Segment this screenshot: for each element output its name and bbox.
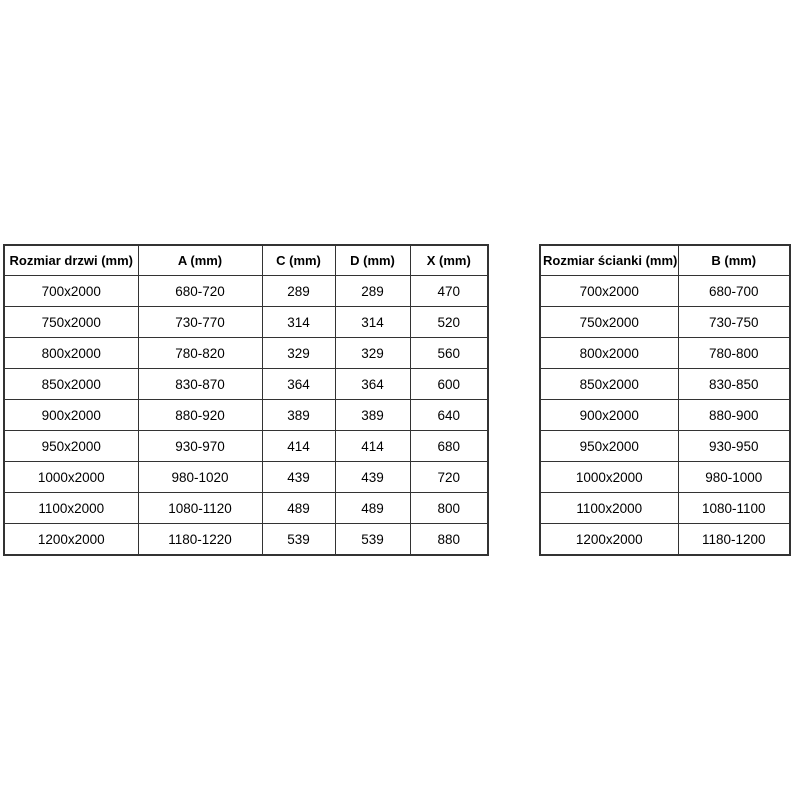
table-cell: 329 xyxy=(335,338,410,369)
table-cell: 314 xyxy=(262,307,335,338)
table-cell: 470 xyxy=(410,276,488,307)
table-row xyxy=(540,307,790,338)
door-table-header-row xyxy=(4,245,488,276)
table-cell: 750x2000 xyxy=(540,307,678,338)
table-cell: 700x2000 xyxy=(540,276,678,307)
table-cell: 900x2000 xyxy=(4,400,138,431)
table-row xyxy=(540,369,790,400)
table-row xyxy=(540,462,790,493)
table-cell: 800x2000 xyxy=(540,338,678,369)
table-cell: 950x2000 xyxy=(540,431,678,462)
table-cell: 850x2000 xyxy=(540,369,678,400)
table-row xyxy=(4,493,488,524)
table-row xyxy=(4,400,488,431)
column-header: X (mm) xyxy=(410,245,488,276)
table-cell: 1000x2000 xyxy=(540,462,678,493)
table-cell: 389 xyxy=(335,400,410,431)
table-row xyxy=(4,462,488,493)
table-cell: 780-820 xyxy=(138,338,262,369)
table-cell: 364 xyxy=(335,369,410,400)
table-cell: 520 xyxy=(410,307,488,338)
table-row xyxy=(540,338,790,369)
table-row xyxy=(4,431,488,462)
table-cell: 900x2000 xyxy=(540,400,678,431)
table-row xyxy=(4,307,488,338)
table-row xyxy=(540,524,790,556)
table-cell: 730-750 xyxy=(678,307,790,338)
table-cell: 1000x2000 xyxy=(4,462,138,493)
wall-sizes-table xyxy=(539,244,791,556)
table-cell: 720 xyxy=(410,462,488,493)
table-row xyxy=(540,493,790,524)
table-cell: 1200x2000 xyxy=(4,524,138,556)
table-cell: 329 xyxy=(262,338,335,369)
table-cell: 750x2000 xyxy=(4,307,138,338)
table-cell: 730-770 xyxy=(138,307,262,338)
table-cell: 930-970 xyxy=(138,431,262,462)
table-cell: 880-900 xyxy=(678,400,790,431)
table-cell: 1180-1220 xyxy=(138,524,262,556)
table-cell: 560 xyxy=(410,338,488,369)
table-cell: 289 xyxy=(262,276,335,307)
table-cell: 780-800 xyxy=(678,338,790,369)
table-cell: 830-850 xyxy=(678,369,790,400)
table-cell: 414 xyxy=(262,431,335,462)
table-row xyxy=(4,338,488,369)
table-cell: 800 xyxy=(410,493,488,524)
table-cell: 439 xyxy=(335,462,410,493)
table-row xyxy=(4,524,488,556)
table-cell: 830-870 xyxy=(138,369,262,400)
table-cell: 980-1020 xyxy=(138,462,262,493)
table-cell: 1080-1120 xyxy=(138,493,262,524)
table-cell: 930-950 xyxy=(678,431,790,462)
table-cell: 950x2000 xyxy=(4,431,138,462)
table-cell: 800x2000 xyxy=(4,338,138,369)
table-cell: 1180-1200 xyxy=(678,524,790,556)
column-header: C (mm) xyxy=(262,245,335,276)
table-cell: 539 xyxy=(262,524,335,556)
table-row xyxy=(540,431,790,462)
column-header: A (mm) xyxy=(138,245,262,276)
table-row xyxy=(540,400,790,431)
table-cell: 680-720 xyxy=(138,276,262,307)
table-row xyxy=(540,276,790,307)
table-cell: 414 xyxy=(335,431,410,462)
table-cell: 980-1000 xyxy=(678,462,790,493)
table-cell: 600 xyxy=(410,369,488,400)
column-header: D (mm) xyxy=(335,245,410,276)
table-cell: 680-700 xyxy=(678,276,790,307)
table-cell: 539 xyxy=(335,524,410,556)
table-cell: 640 xyxy=(410,400,488,431)
table-cell: 1100x2000 xyxy=(540,493,678,524)
table-cell: 439 xyxy=(262,462,335,493)
door-sizes-table xyxy=(3,244,489,556)
table-cell: 289 xyxy=(335,276,410,307)
table-cell: 389 xyxy=(262,400,335,431)
table-cell: 1080-1100 xyxy=(678,493,790,524)
table-cell: 880 xyxy=(410,524,488,556)
table-cell: 314 xyxy=(335,307,410,338)
table-cell: 1100x2000 xyxy=(4,493,138,524)
table-cell: 364 xyxy=(262,369,335,400)
column-header: Rozmiar ścianki (mm) xyxy=(540,245,678,276)
table-cell: 850x2000 xyxy=(4,369,138,400)
table-cell: 489 xyxy=(335,493,410,524)
table-cell: 1200x2000 xyxy=(540,524,678,556)
table-cell: 880-920 xyxy=(138,400,262,431)
column-header: Rozmiar drzwi (mm) xyxy=(4,245,138,276)
table-row xyxy=(4,369,488,400)
table-cell: 700x2000 xyxy=(4,276,138,307)
table-cell: 680 xyxy=(410,431,488,462)
table-row xyxy=(4,276,488,307)
wall-table-header-row xyxy=(540,245,790,276)
table-cell: 489 xyxy=(262,493,335,524)
column-header: B (mm) xyxy=(678,245,790,276)
